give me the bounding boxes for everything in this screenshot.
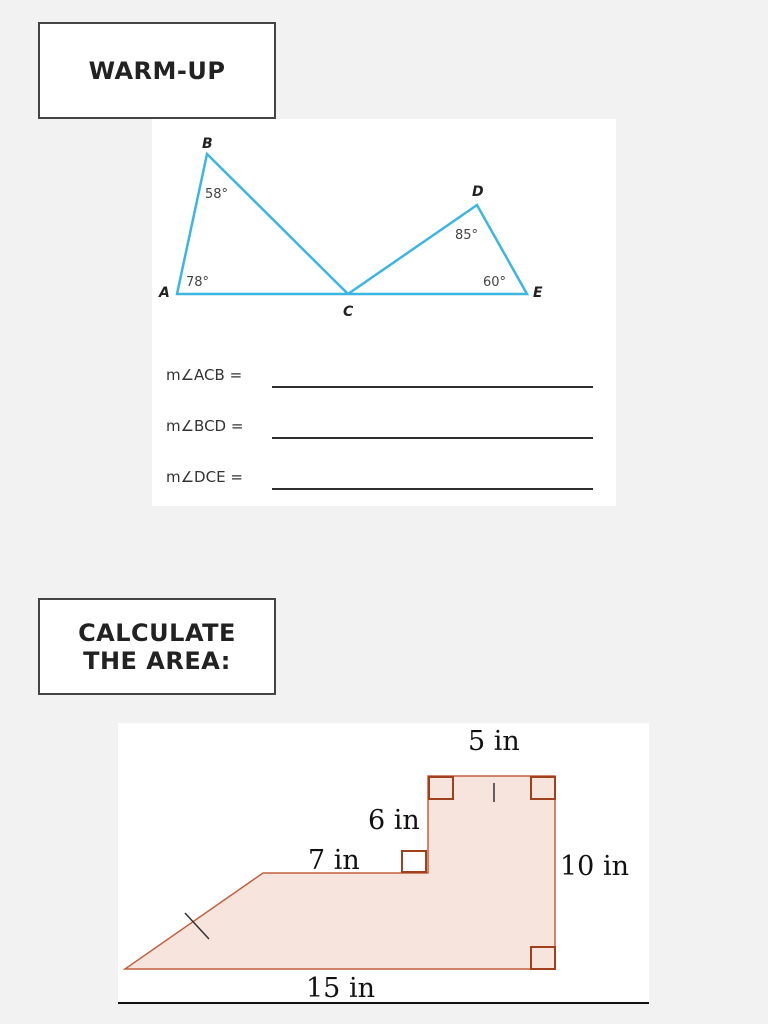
area-problem	[118, 723, 649, 1004]
right-angle-marker-step	[402, 851, 426, 872]
point-label-e: E	[533, 285, 543, 301]
question-acb: m∠ACB =	[166, 366, 243, 384]
angle-label-a: 78°	[186, 275, 210, 290]
triangles-problem	[152, 119, 616, 506]
area-figure	[118, 723, 649, 1004]
dimension-bottom: 15 in	[306, 973, 375, 1004]
calculate-area-title-line2: THE AREA:	[83, 646, 231, 675]
question-bcd: m∠BCD =	[166, 417, 244, 435]
warmup-header	[38, 22, 276, 119]
calculate-area-header	[38, 598, 276, 695]
angle-label-e: 60°	[483, 275, 507, 290]
dimension-step: 7 in	[308, 845, 360, 876]
angle-label-b: 58°	[205, 187, 229, 202]
triangles-diagram	[152, 119, 616, 506]
point-label-a: A	[159, 285, 170, 301]
dimension-right: 10 in	[560, 851, 629, 882]
point-label-b: B	[202, 136, 213, 152]
question-dce: m∠DCE =	[166, 468, 243, 486]
point-label-d: D	[472, 184, 484, 200]
angle-label-d: 85°	[455, 228, 479, 243]
calculate-area-title	[78, 619, 236, 675]
dimension-top: 5 in	[468, 726, 520, 757]
calculate-area-title-line1: CALCULATE	[78, 618, 236, 647]
dimension-inner-vertical: 6 in	[368, 805, 420, 836]
point-label-c: C	[343, 304, 354, 320]
triangle-abc	[177, 154, 348, 294]
warmup-title: WARM-UP	[88, 56, 226, 85]
